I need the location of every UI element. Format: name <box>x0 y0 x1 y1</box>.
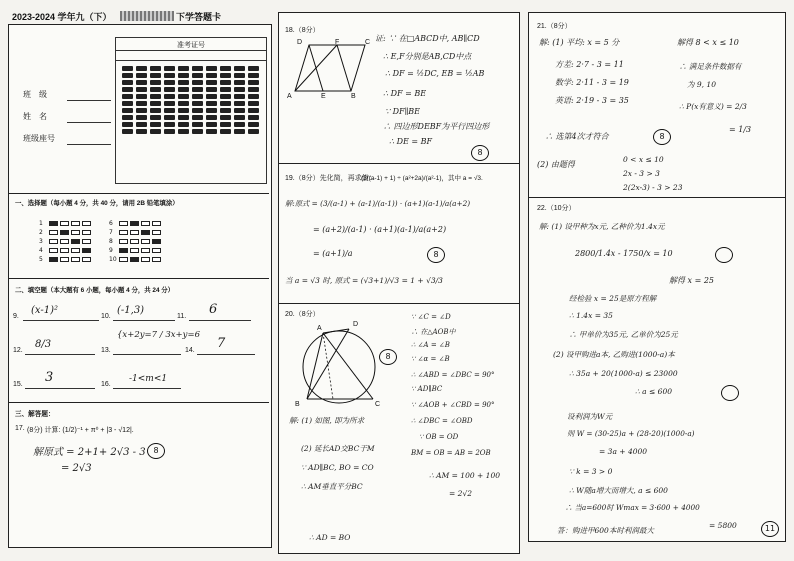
ticket-bubble <box>136 80 147 85</box>
q20-pt-d: D <box>353 321 359 328</box>
ticket-bubble <box>220 115 231 120</box>
q19-score-circle: 8 <box>427 247 445 263</box>
ticket-bubble <box>234 66 245 71</box>
mc-question-row <box>109 238 161 245</box>
q21-work-1: 解: (1) 平均: x = 5 分 <box>539 38 620 47</box>
q18-pt-c: C <box>365 39 371 46</box>
q21-label: 21.（8分） <box>537 23 572 30</box>
ticket-bubble <box>206 73 217 78</box>
ticket-bubble <box>150 94 161 99</box>
q20-work-r6: ∵ AD∥BC <box>411 385 443 393</box>
q21-work-7: 0 < x ≤ 10 <box>623 155 664 164</box>
mc-bubble <box>119 239 128 244</box>
field-seat-line <box>67 144 111 145</box>
ticket-bubble <box>164 66 175 71</box>
mc-bubble <box>71 221 80 226</box>
ticket-bubble <box>192 73 203 78</box>
q19-work-1: 解:原式 = (3/(a-1) + (a-1)/(a-1)) · (a+1)(a-1)/a(a+2) <box>285 199 471 208</box>
sheet-title: 2023-2024 学年九（下） <box>12 12 112 22</box>
mc-bubble <box>49 257 58 262</box>
mc-bubble <box>152 239 161 244</box>
ticket-bubble <box>164 87 175 92</box>
q18-pt-f: F <box>335 39 340 46</box>
q22-work-2: 2800/1.4x - 1750/x = 10 <box>575 249 673 258</box>
mc-bubble <box>60 230 69 235</box>
blank-11-label: 11. <box>177 313 187 320</box>
mc-bubble <box>71 239 80 244</box>
ticket-bubble <box>220 101 231 106</box>
q18-pt-b: B <box>351 93 356 100</box>
q20-pt-b: B <box>295 401 300 408</box>
ticket-bubble <box>150 66 161 71</box>
ticket-bubble <box>136 66 147 71</box>
ticket-bubble <box>206 122 217 127</box>
ticket-bubble <box>136 87 147 92</box>
q20-work-b1: ∴ AM = 100 + 100 <box>429 471 500 480</box>
middle-column <box>278 12 520 554</box>
mc-bubble <box>130 230 139 235</box>
q22-score-circle-2 <box>721 385 739 401</box>
mc-question-number: 7 <box>109 229 113 236</box>
q17-label: 17. <box>15 425 25 432</box>
ticket-bubble <box>178 129 189 134</box>
q20-work-l3: ∵ AD∥BC, BO = CO <box>301 463 374 472</box>
q17-work-line-1: 解原式 = 2+1+ 2√3 - 3 <box>33 447 146 458</box>
q18-pt-d: D <box>297 39 303 46</box>
ticket-bubble <box>206 87 217 92</box>
blank-16-answer: -1<m<1 <box>129 374 168 384</box>
q22-score-circle-1 <box>715 247 733 263</box>
q20-work-b3: ∴ AD = BO <box>309 533 351 542</box>
q20-work-r7: ∵ ∠AOB + ∠CBD = 90° <box>411 401 495 409</box>
field-seat-label: 班级座号 <box>23 134 55 143</box>
mc-bubble <box>49 230 58 235</box>
ticket-bubble <box>248 129 259 134</box>
mc-question-number: 9 <box>109 247 113 254</box>
field-name-line <box>67 122 111 123</box>
q20-work-r1: ∵ ∠C = ∠D <box>411 313 451 321</box>
mc-question-row <box>109 220 161 227</box>
q20-work-l2: (2) 延长AD交BC于M <box>301 444 375 453</box>
mc-bubble <box>119 221 128 226</box>
mc-bubble <box>82 239 91 244</box>
mc-bubble <box>152 257 161 262</box>
mc-bubble <box>49 239 58 244</box>
mc-bubble <box>130 257 139 262</box>
q20-work-r9: ∵ OB = OD <box>419 433 459 441</box>
q22-bottom-note: 答：购进甲600本时利润最大 <box>557 526 654 535</box>
ticket-bubble-grid <box>122 66 259 134</box>
mc-bubble <box>152 248 161 253</box>
ticket-bubble <box>122 101 133 106</box>
mc-bubble <box>60 221 69 226</box>
mc-bubble <box>141 257 150 262</box>
ticket-bubble <box>220 80 231 85</box>
q17-text: (8分) 计算: (1/2)⁻¹ + π⁰ + |3 - √12|. <box>27 427 134 434</box>
ticket-bubble <box>206 129 217 134</box>
mc-bubble <box>119 230 128 235</box>
ticket-bubble <box>248 80 259 85</box>
q22-work-6: ∴ 甲单价为35元, 乙单价为25元 <box>569 330 678 339</box>
ticket-bubble <box>248 94 259 99</box>
mc-question-number: 6 <box>109 220 113 227</box>
q20-work-r2: ∴ 在△AOB中 <box>411 328 456 336</box>
ticket-bubble <box>122 129 133 134</box>
mc-bubble <box>141 230 150 235</box>
q22-work-3: 解得 x = 25 <box>669 276 715 285</box>
q18-work-6: ∴ 四边形DEBF为平行四边形 <box>383 122 490 131</box>
mc-bubble <box>152 221 161 226</box>
ticket-bubble <box>136 94 147 99</box>
mc-question-number: 5 <box>39 256 43 263</box>
ticket-bubble <box>136 129 147 134</box>
blank-15-answer: 3 <box>45 370 54 385</box>
q22-score-circle-3: 11 <box>761 521 779 537</box>
q22-work-8: ∴ 35a + 20(1000-a) ≤ 23000 <box>569 369 678 378</box>
q21-side-5: = 1/3 <box>729 125 752 134</box>
mc-bubble <box>60 257 69 262</box>
ticket-bubble <box>206 80 217 85</box>
q20-work-r5: ∴ ∠ABD = ∠DBC = 90° <box>411 371 495 379</box>
mc-bubble <box>141 239 150 244</box>
q20-pt-c: C <box>375 401 381 408</box>
q20-pt-a: A <box>317 325 322 332</box>
mc-question-number: 4 <box>39 247 43 254</box>
q22-work-9: ∴ a ≤ 600 <box>635 387 672 396</box>
mc-question-number: 10 <box>109 256 117 263</box>
ticket-bubble <box>220 87 231 92</box>
q17-score-circle: 8 <box>147 443 165 459</box>
ticket-bubble <box>150 87 161 92</box>
q18-work-5: ∵ DF∥BE <box>385 107 421 116</box>
q22-work-14: ∴ W随a增大而增大, a ≤ 600 <box>569 486 668 495</box>
mc-bubble <box>82 257 91 262</box>
q17-work-line-2: = 2√3 <box>61 463 92 474</box>
blank-13-answer: {x+2y=7 / 3x+y=6 <box>117 330 200 340</box>
ticket-bubble <box>178 73 189 78</box>
q19-work-2: = (a+2)/(a-1) · (a+1)(a-1)/a(a+2) <box>313 225 447 234</box>
blank-16-label: 16. <box>101 381 111 388</box>
q22-work-7: (2) 设甲购进a本, 乙购进(1000-a)本 <box>553 350 675 359</box>
q21-side-3: 为 9, 10 <box>687 80 716 89</box>
ticket-bubble <box>220 129 231 134</box>
q20-work-l4: ∴ AM垂直平分BC <box>301 482 363 491</box>
ticket-bubble <box>192 87 203 92</box>
q22-work-13: ∵ k = 3 > 0 <box>569 467 613 476</box>
q20-label: 20.（8分） <box>285 311 320 318</box>
mc-bubble <box>141 248 150 253</box>
q21-side-4: ∴ P(x有意义) = 2/3 <box>679 102 747 111</box>
ticket-bubble <box>234 87 245 92</box>
ticket-bubble <box>248 66 259 71</box>
ticket-bubble <box>178 108 189 113</box>
blank-13-label: 13. <box>101 347 111 354</box>
blank-10-label: 10. <box>101 313 111 320</box>
mc-bubble <box>152 230 161 235</box>
ticket-bubble <box>192 108 203 113</box>
ticket-bubble <box>122 94 133 99</box>
ticket-bubble <box>220 108 231 113</box>
mc-question-number: 8 <box>109 238 113 245</box>
section-multiple-choice <box>9 193 269 272</box>
section1-heading: 一、选择题（每小题 4 分，共 40 分，请用 2B 铅笔填涂） <box>15 200 179 207</box>
mc-question-row <box>39 247 91 254</box>
blank-11-answer: 6 <box>209 302 218 317</box>
ticket-bubble <box>164 108 175 113</box>
ticket-bubble <box>206 101 217 106</box>
ticket-bubble <box>220 122 231 127</box>
ticket-number-box <box>115 37 267 184</box>
ticket-bubble <box>234 73 245 78</box>
ticket-bubble <box>178 87 189 92</box>
ticket-bubble <box>248 122 259 127</box>
ticket-bubble <box>122 80 133 85</box>
mc-bubble <box>130 221 139 226</box>
ticket-bubble <box>122 87 133 92</box>
ticket-bubble <box>248 101 259 106</box>
q19-label: 19.（8分）先化简，再求值： <box>285 175 376 182</box>
q18-work-2: ∴ E,F分别是AB,CD中点 <box>383 52 472 61</box>
ticket-bubble <box>234 108 245 113</box>
mc-bubble <box>49 221 58 226</box>
ticket-bubble <box>178 94 189 99</box>
ticket-bubble <box>150 101 161 106</box>
mc-bubble <box>71 257 80 262</box>
ticket-bubble <box>192 101 203 106</box>
ticket-bubble <box>136 122 147 127</box>
q20-work-r4: ∵ ∠α = ∠B <box>411 355 450 363</box>
ticket-bubble <box>220 94 231 99</box>
q22-work-10: 设利润为W元 <box>567 412 613 421</box>
q18-work-3: ∴ DF = ½DC, EB = ½AB <box>385 69 485 78</box>
section3-heading: 三、解答题： <box>15 411 55 418</box>
q21-side-2: ∴ 满足条件数据有 <box>679 62 742 71</box>
q20-score-circle-top: 8 <box>379 349 397 365</box>
q18-label: 18.（8分） <box>285 27 320 34</box>
q20-work-r3: ∴ ∠A = ∠B <box>411 341 450 349</box>
blank-15-label: 15. <box>13 381 23 388</box>
right-column <box>528 12 786 542</box>
field-class-line <box>67 100 111 101</box>
mc-bubble <box>119 248 128 253</box>
q19-work-4: 当 a = √3 时, 原式 = (√3+1)/√3 = 1 + √3/3 <box>285 276 443 285</box>
ticket-bubble <box>164 101 175 106</box>
ticket-bubble <box>150 108 161 113</box>
q21-work-9: 2(2x-3) - 3 > 23 <box>623 183 683 192</box>
q22-work-1: 解: (1) 设甲种为x元, 乙种价为1.4x元 <box>539 222 665 231</box>
ticket-bubble <box>192 115 203 120</box>
mc-bubble <box>82 230 91 235</box>
q21-work-3: 数学: 2·11 - 3 = 19 <box>555 78 629 87</box>
mc-question-number: 2 <box>39 229 43 236</box>
section2-heading: 二、填空题（本大题有 6 小题，每小题 4 分，共 24 分） <box>15 287 175 294</box>
mc-question-row <box>39 229 91 236</box>
q22-work-11: 则 W = (30-25)a + (28-20)(1000-a) <box>567 429 695 438</box>
blank-10-answer: (-1,3) <box>117 305 145 316</box>
q20-circle-figure <box>293 317 389 413</box>
mc-bubble <box>130 248 139 253</box>
ticket-bubble <box>206 115 217 120</box>
ticket-bubble <box>192 80 203 85</box>
ticket-bubble <box>164 73 175 78</box>
mc-question-row <box>109 256 161 263</box>
blank-14-answer: 7 <box>217 336 226 351</box>
left-column <box>8 24 272 548</box>
q18-pt-a: A <box>287 93 292 100</box>
blank-9-answer: (x-1)² <box>31 305 59 316</box>
ticket-bubble <box>206 108 217 113</box>
mc-question-row <box>39 238 91 245</box>
q19-work-3: = (a+1)/a <box>313 249 353 258</box>
mc-bubble <box>82 221 91 226</box>
mc-question-number: 3 <box>39 238 43 245</box>
ticket-bubble <box>234 94 245 99</box>
mc-bubble <box>71 248 80 253</box>
ticket-bubble <box>192 122 203 127</box>
q21-side-1: 解得 8 < x ≤ 10 <box>677 38 739 47</box>
section-solutions <box>9 402 269 404</box>
blank-12-answer: 8/3 <box>35 339 52 350</box>
q22-work-16: = 5800 <box>709 521 737 530</box>
q21-work-6: (2) 由题得 <box>537 160 575 169</box>
title-redaction <box>120 11 174 21</box>
ticket-bubble <box>164 129 175 134</box>
q18-pt-e: E <box>321 93 326 100</box>
ticket-bubble <box>192 94 203 99</box>
q20-work-r8: ∴ ∠DBC = ∠OBD <box>411 417 473 425</box>
ticket-bubble <box>164 94 175 99</box>
q18-work-4: ∴ DF = BE <box>383 89 427 98</box>
mc-bubble <box>130 239 139 244</box>
blank-14-label: 14. <box>185 347 195 354</box>
q22-work-12: = 3a + 4000 <box>599 447 648 456</box>
ticket-bubble <box>122 66 133 71</box>
field-name-label: 姓 名 <box>23 112 47 121</box>
ticket-bubble <box>248 87 259 92</box>
info-section <box>9 25 269 187</box>
ticket-bubble <box>150 129 161 134</box>
ticket-bubble <box>122 122 133 127</box>
mc-question-row <box>109 247 161 254</box>
ticket-bubble <box>206 66 217 71</box>
ticket-number-label: 准考证号 <box>177 42 205 49</box>
mc-question-row <box>39 256 91 263</box>
ticket-bubble <box>136 115 147 120</box>
ticket-bubble <box>178 66 189 71</box>
ticket-bubble <box>178 115 189 120</box>
ticket-bubble <box>192 129 203 134</box>
ticket-bubble <box>122 73 133 78</box>
q18-work-1: 证: ∵ 在□ABCD中, AB∥CD <box>375 34 480 43</box>
ticket-bubble <box>122 115 133 120</box>
mc-bubble <box>119 257 128 262</box>
ticket-bubble <box>150 115 161 120</box>
q21-work-4: 英语: 2·19 - 3 = 35 <box>555 96 629 105</box>
ticket-bubble <box>234 122 245 127</box>
mc-bubble <box>60 239 69 244</box>
ticket-bubble <box>178 80 189 85</box>
q21-score-circle-1: 8 <box>653 129 671 145</box>
ticket-bubble <box>248 108 259 113</box>
mc-bubble <box>82 248 91 253</box>
q18-work-7: ∴ DE = BF <box>389 137 433 146</box>
ticket-bubble <box>164 80 175 85</box>
mc-bubble <box>141 221 150 226</box>
ticket-bubble <box>150 80 161 85</box>
q21-work-2: 方差: 2·7 - 3 = 11 <box>555 60 624 69</box>
ticket-bubble <box>234 129 245 134</box>
ticket-bubble <box>164 115 175 120</box>
blank-12-label: 12. <box>13 347 23 354</box>
ticket-bubble <box>122 108 133 113</box>
ticket-bubble <box>234 80 245 85</box>
ticket-bubble <box>248 115 259 120</box>
sheet-title-tail: 下学答题卡 <box>176 12 222 22</box>
ticket-bubble <box>220 73 231 78</box>
ticket-bubble <box>136 101 147 106</box>
ticket-bubble <box>206 94 217 99</box>
mc-question-number: 1 <box>39 220 43 227</box>
ticket-bubble <box>178 101 189 106</box>
ticket-bubble <box>192 66 203 71</box>
mc-bubble <box>71 230 80 235</box>
ticket-bubble <box>178 122 189 127</box>
q21-work-8: 2x - 3 > 3 <box>623 169 660 178</box>
ticket-bubble <box>248 73 259 78</box>
q22-work-15: ∴ 当a=600时 Wmax = 3·600 + 4000 <box>565 503 700 512</box>
q22-work-5: ∴ 1.4x = 35 <box>569 311 613 320</box>
blank-9-label: 9. <box>13 313 19 320</box>
ticket-bubble <box>136 73 147 78</box>
q20-work-b2: = 2√2 <box>449 489 472 498</box>
field-class-label: 班 级 <box>23 90 47 99</box>
ticket-bubble <box>150 73 161 78</box>
ticket-bubble <box>164 122 175 127</box>
ticket-bubble <box>234 115 245 120</box>
q22-work-4: 经检验 x = 25是原方程解 <box>569 294 657 303</box>
q19-expression: (3/(a-1) + 1) ÷ (a²+2a)/(a²-1)，其中 a = √3. <box>361 175 483 182</box>
q20-work-r10: BM = OB = AB = 2OB <box>411 449 491 457</box>
ticket-bubble <box>150 122 161 127</box>
ticket-bubble <box>234 101 245 106</box>
ticket-bubble <box>220 66 231 71</box>
mc-question-row <box>109 229 161 236</box>
q21-work-5: ∴ 选第4次才符合 <box>545 132 609 141</box>
ticket-bubble <box>136 108 147 113</box>
mc-bubble <box>60 248 69 253</box>
mc-bubble <box>49 248 58 253</box>
q18-score-circle: 8 <box>471 145 489 161</box>
q20-work-l1: 解: (1) 如图, 即为所求 <box>289 416 365 425</box>
mc-question-row <box>39 220 91 227</box>
q22-label: 22.（10分） <box>537 205 576 212</box>
